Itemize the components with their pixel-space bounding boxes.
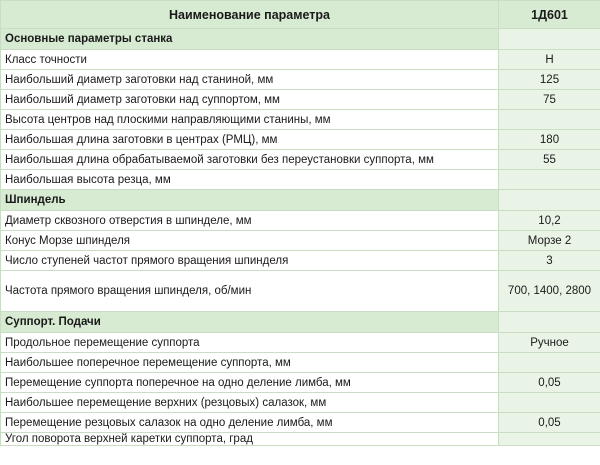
param-value: 125	[499, 70, 600, 90]
section-row	[1, 29, 600, 50]
param-name: Число ступеней частот прямого вращения шпинделя	[1, 251, 499, 271]
param-value: 0,05	[499, 373, 600, 393]
param-name: Наибольший диаметр заготовки над суппортом, мм	[1, 90, 499, 110]
table-row	[1, 393, 600, 413]
param-value	[499, 433, 600, 446]
param-value	[499, 170, 600, 190]
param-value	[499, 190, 600, 211]
table-row	[1, 50, 600, 70]
param-value: Ручное	[499, 333, 600, 353]
param-value: 180	[499, 130, 600, 150]
param-name: Класс точности	[1, 50, 499, 70]
param-value	[499, 110, 600, 130]
param-name: Перемещение суппорта поперечное на одно деление лимба, мм	[1, 373, 499, 393]
table-row	[1, 231, 600, 251]
header-model: 1Д601	[499, 1, 600, 29]
param-value: 3	[499, 251, 600, 271]
param-value: 10,2	[499, 211, 600, 231]
param-name: Продольное перемещение суппорта	[1, 333, 499, 353]
table-row	[1, 70, 600, 90]
table-row	[1, 130, 600, 150]
param-value: Н	[499, 50, 600, 70]
section-row	[1, 190, 600, 211]
param-value: 0,05	[499, 413, 600, 433]
param-name: Наибольшая длина заготовки в центрах (РМЦ), мм	[1, 130, 499, 150]
param-value	[499, 393, 600, 413]
table-row	[1, 353, 600, 373]
section-row	[1, 312, 600, 333]
section-title: Шпиндель	[1, 190, 499, 211]
param-name: Перемещение резцовых салазок на одно деление лимба, мм	[1, 413, 499, 433]
table-row	[1, 150, 600, 170]
table-row	[1, 251, 600, 271]
table-row	[1, 413, 600, 433]
param-name: Высота центров над плоскими направляющими станины, мм	[1, 110, 499, 130]
param-name: Наибольшее перемещение верхних (резцовых) салазок, мм	[1, 393, 499, 413]
param-name: Частота прямого вращения шпинделя, об/мин	[1, 271, 499, 312]
param-name: Конус Морзе шпинделя	[1, 231, 499, 251]
param-value: 55	[499, 150, 600, 170]
table-row	[1, 433, 600, 446]
param-value	[499, 312, 600, 333]
table-row	[1, 110, 600, 130]
param-name: Наибольшая высота резца, мм	[1, 170, 499, 190]
table-row	[1, 333, 600, 353]
param-value	[499, 353, 600, 373]
param-value	[499, 29, 600, 50]
table-row	[1, 373, 600, 393]
table-row	[1, 170, 600, 190]
param-name: Диаметр сквозного отверстия в шпинделе, мм	[1, 211, 499, 231]
table-row	[1, 211, 600, 231]
section-title: Основные параметры станка	[1, 29, 499, 50]
table-header-row	[1, 1, 600, 29]
param-value: Морзе 2	[499, 231, 600, 251]
param-name: Наибольший диаметр заготовки над станиной, мм	[1, 70, 499, 90]
section-title: Суппорт. Подачи	[1, 312, 499, 333]
param-name: Наибольшая длина обрабатываемой заготовки без переустановки суппорта, мм	[1, 150, 499, 170]
table-row	[1, 90, 600, 110]
param-value: 75	[499, 90, 600, 110]
header-param-name: Наименование параметра	[1, 1, 499, 29]
param-name: Наибольшее поперечное перемещение суппорта, мм	[1, 353, 499, 373]
param-value: 700, 1400, 2800	[499, 271, 600, 312]
table-row	[1, 271, 600, 312]
table-body	[1, 29, 600, 446]
param-name: Угол поворота верхней каретки суппорта, град	[1, 433, 499, 446]
